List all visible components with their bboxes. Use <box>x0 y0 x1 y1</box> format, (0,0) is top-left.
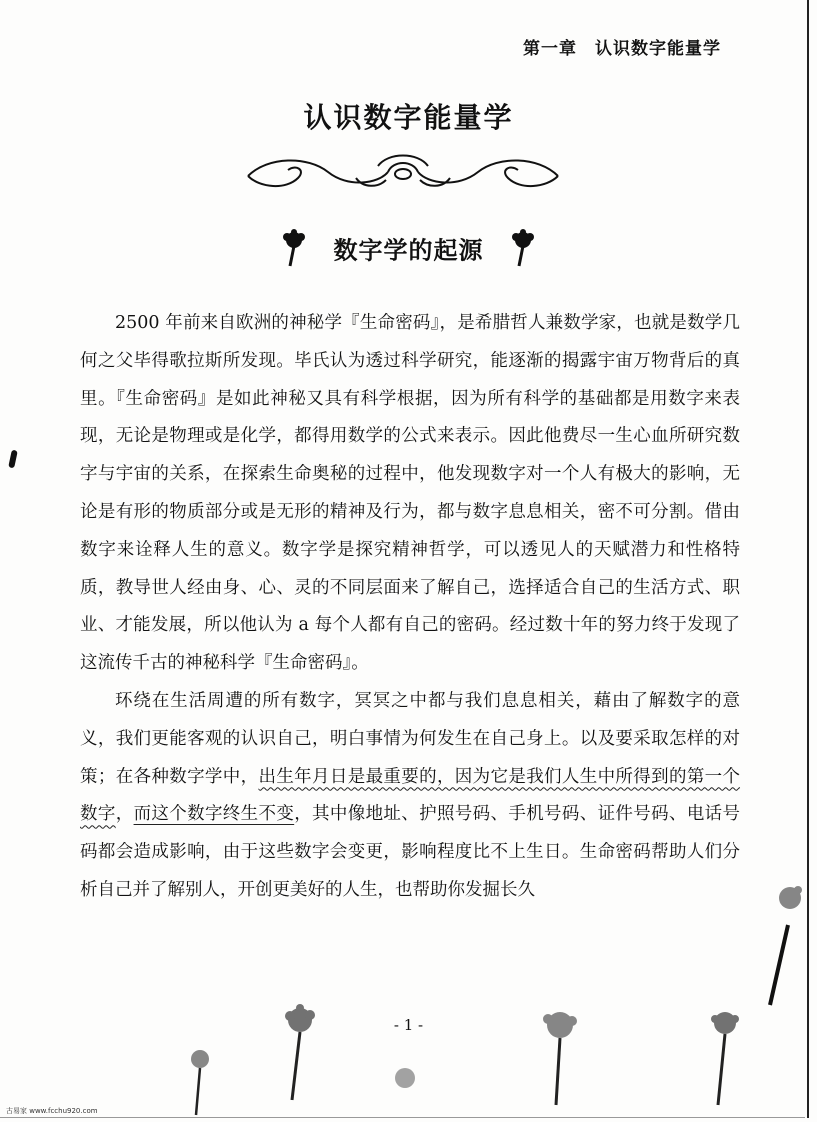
running-header-title: 认识数字能量学 <box>595 39 721 59</box>
paragraph-1: 2500 年前来自欧洲的神秘学『生命密码』，是希腊哲人兼数学家，也就是数学几何之父毕得歌拉斯所发现。毕氏认为透过科学研究，能逐渐的揭露宇宙万物背后的真里。『生命密码』是如此神秘又具有科学根据，因为所有科学的基础都是用数字来表现，无论是物理或是化学，都得用数学的公式来表示。因此他费尽一生心血所研究数字与宇宙的关系，在探索生命奥秘的过程中，他发现数字对一个人有极大的影响，无论是有形的物质部分或是无形的精神及行为，都与数字息息相关，密不可分割。借由数字来诠释人生的意义。数字学是探究精神哲学，可以透见人的天赋潜力和性格特质，教导世人经由身、心、灵的不同层面来了解自己，选择适合自己的生活方式、职业、才能发展，所以他认为 a 每个人都有自己的密码。经过数十年的努力终于发现了这流传千古的神秘科学『生命密码』。 <box>80 313 740 674</box>
dandelion-ornament-icon <box>180 1045 220 1120</box>
highlighted-phrase-birthday: 出生年月日是最重要的，因为它是我们人生中所得到的第一个数字 <box>80 766 741 825</box>
dandelion-ornament-icon <box>530 1005 590 1115</box>
dandelion-ornament-icon <box>385 1060 425 1120</box>
paragraph-2-part-b: ， <box>115 804 134 825</box>
section-heading <box>0 228 817 268</box>
section-heading-text: 数字学的起源 <box>333 235 484 265</box>
flower-ornament-icon <box>278 228 312 268</box>
running-header <box>523 34 721 59</box>
scan-mark <box>8 450 18 469</box>
running-header-chapter: 第一章 <box>523 39 577 59</box>
page-edge <box>807 0 809 1118</box>
flourish-ornament-icon <box>238 148 568 198</box>
flower-ornament-icon <box>505 228 539 268</box>
body-text <box>80 305 740 910</box>
page-number: - 1 - <box>393 1016 424 1034</box>
paragraph-2-part-c: ，其中像地址、护照号码、手机号码、证件号码、电话号码都会造成影响，由于这些数字会变更，影响程度比不上生日。生命密码帮助人们分析自己并了解别人，开创更美好的人生，也帮助你发掘长久 <box>80 804 741 900</box>
chapter-title: 认识数字能量学 <box>303 101 514 134</box>
dandelion-ornament-icon <box>270 1000 330 1110</box>
dandelion-ornament-icon <box>700 1005 750 1115</box>
paragraph-2-part-a: 环绕在生活周遭的所有数字，冥冥之中都与我们息息相关，藉由了解数字的意义，我们更能客观的认识自己，明白事情为何发生在自己身上。以及要采取怎样的对策；在各种数字学中， <box>80 690 740 787</box>
paragraph-2 <box>80 683 740 910</box>
site-watermark: 古易家 www.fcchu920.com <box>6 1107 98 1115</box>
highlighted-phrase-unchanging: 而这个数字终生不变 <box>133 804 295 825</box>
page-edge-bottom <box>0 1117 805 1118</box>
dandelion-ornament-icon <box>760 880 810 1010</box>
